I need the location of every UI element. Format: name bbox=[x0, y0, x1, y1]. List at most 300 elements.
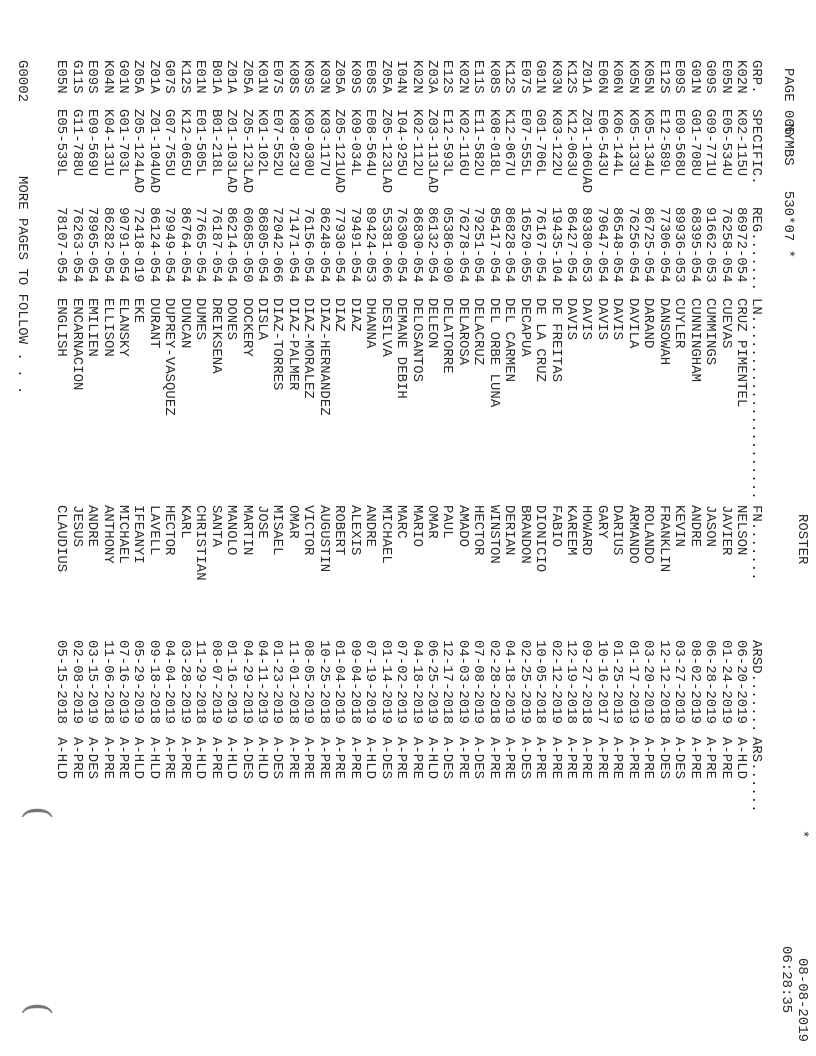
cell-specific: E09-569U bbox=[84, 109, 101, 177]
cell-last-name: DIAZ-HERNANDEZ bbox=[315, 298, 332, 416]
cell-last-name: DEL ORBE LUNA bbox=[485, 298, 502, 408]
cell-specific: K09-030U bbox=[300, 109, 317, 177]
cell-grp: G09S bbox=[702, 60, 719, 94]
cell-specific: K02-116U bbox=[454, 109, 471, 177]
cell-first-name: LAVELL bbox=[145, 505, 162, 556]
cell-last-name: DE LA CRUZ bbox=[532, 298, 549, 383]
cell-arsd: 04-29-2019 bbox=[238, 640, 255, 725]
cell-ars: A-DES bbox=[377, 737, 394, 780]
cell-specific: E01-505L bbox=[192, 109, 209, 177]
cell-specific: G01-708U bbox=[686, 109, 703, 177]
cell-specific: G07-755U bbox=[161, 109, 178, 177]
cell-last-name: ELANSKY bbox=[115, 298, 131, 357]
cell-arsd: 01-17-2019 bbox=[624, 640, 641, 725]
cell-ars: A-HLD bbox=[53, 737, 70, 780]
cell-arsd: 03-20-2019 bbox=[640, 640, 657, 725]
cell-reg: 86548-054 bbox=[609, 207, 626, 283]
cell-specific: K12-067U bbox=[501, 109, 518, 177]
cell-reg: 16520-055 bbox=[516, 207, 533, 283]
cell-specific: K08-023U bbox=[284, 109, 301, 177]
cell-ars: A-PRE bbox=[563, 737, 580, 780]
cell-grp: K04N bbox=[99, 60, 116, 94]
cell-reg: 71471-054 bbox=[284, 207, 301, 283]
cell-arsd: 12-19-2018 bbox=[563, 640, 580, 725]
cell-grp: E05N bbox=[717, 60, 734, 94]
cell-last-name: EKE bbox=[130, 298, 147, 324]
cell-ars: A-HLD bbox=[424, 737, 440, 780]
cell-grp: Z05A bbox=[331, 60, 348, 94]
cell-last-name: DECAPUA bbox=[516, 298, 533, 357]
cell-reg: 60685-050 bbox=[238, 207, 255, 283]
cell-specific: E09-568U bbox=[671, 109, 688, 177]
cell-ars: A-PRE bbox=[593, 737, 610, 780]
cell-first-name: ANDRE bbox=[84, 505, 101, 548]
cell-grp: G01N bbox=[686, 60, 703, 94]
cell-last-name: DHANNA bbox=[362, 298, 379, 349]
cell-grp: K02N bbox=[454, 60, 471, 94]
cell-last-name: DONES bbox=[223, 298, 240, 341]
cell-ars: A-HLD bbox=[223, 737, 240, 780]
cell-arsd: 02-28-2018 bbox=[485, 640, 502, 725]
cell-grp: K02N bbox=[408, 60, 425, 94]
cell-specific: K03-117U bbox=[315, 109, 332, 177]
cell-specific: E07-552U bbox=[269, 109, 286, 177]
cell-last-name: EMILIEN bbox=[84, 298, 101, 357]
cell-arsd: 12-17-2018 bbox=[439, 640, 456, 725]
cell-last-name: DIAZ-TORRES bbox=[269, 298, 286, 391]
cell-first-name: DERIAN bbox=[501, 505, 518, 556]
cell-arsd: 10-25-2018 bbox=[315, 640, 332, 725]
cell-first-name: ANTHONY bbox=[99, 505, 116, 564]
cell-specific: G01-706L bbox=[532, 109, 549, 177]
cell-arsd: 06-20-2019 bbox=[733, 640, 749, 725]
cell-specific: Z05-124LAD bbox=[130, 109, 147, 194]
cell-specific: G09-771U bbox=[702, 109, 719, 177]
cell-specific: E11-582U bbox=[470, 109, 487, 177]
cell-first-name: CLAUDIUS bbox=[53, 505, 70, 573]
cell-reg: 77306-054 bbox=[655, 207, 672, 283]
cell-first-name: DARIUS bbox=[609, 505, 626, 556]
cell-last-name: DELOSANTOS bbox=[408, 298, 425, 383]
cell-first-name: MANOLO bbox=[223, 505, 240, 556]
cell-grp: E07S bbox=[516, 60, 533, 94]
cell-arsd: 11-29-2018 bbox=[192, 640, 209, 725]
cell-ars: A-PRE bbox=[686, 737, 703, 780]
col-ars: ARS...... bbox=[748, 737, 764, 813]
cell-grp: E11S bbox=[470, 60, 487, 94]
cell-first-name: KAREEM bbox=[563, 505, 580, 556]
cell-first-name: MARC bbox=[393, 505, 410, 539]
cell-specific: K02-112U bbox=[408, 109, 425, 177]
cell-ars: A-PRE bbox=[485, 737, 502, 780]
cell-first-name: JOSE bbox=[254, 505, 271, 539]
cell-first-name: MICHAEL bbox=[115, 505, 131, 564]
cell-last-name: CUNNINGHAM bbox=[686, 298, 703, 383]
cell-reg: 79491-054 bbox=[346, 207, 363, 283]
cell-grp: Z05A bbox=[130, 60, 147, 94]
cell-ars: A-DES bbox=[516, 737, 533, 780]
cell-last-name: DAVIS bbox=[578, 298, 595, 341]
cell-grp: E08S bbox=[362, 60, 379, 94]
cell-last-name: DUNCAN bbox=[176, 298, 193, 349]
cell-ars: A-HLD bbox=[733, 737, 749, 780]
cell-last-name: DOCKERY bbox=[238, 298, 255, 357]
cell-last-name: ELLISON bbox=[99, 298, 116, 357]
cell-last-name: CUMMINGS bbox=[702, 298, 719, 366]
cell-first-name: AMADO bbox=[454, 505, 471, 548]
cell-grp: Z03A bbox=[424, 60, 440, 94]
cell-reg: 86282-054 bbox=[99, 207, 116, 283]
cell-reg: 79251-054 bbox=[470, 207, 487, 283]
cell-arsd: 08-02-2019 bbox=[686, 640, 703, 725]
cell-ars: A-DES bbox=[470, 737, 487, 780]
cell-ars: A-PRE bbox=[393, 737, 410, 780]
cell-ars: A-DES bbox=[655, 737, 672, 780]
cell-last-name: ENGLISH bbox=[53, 298, 70, 357]
cell-first-name: FABIO bbox=[547, 505, 564, 548]
cell-reg: 86427-054 bbox=[563, 207, 580, 283]
cell-reg: 72042-066 bbox=[269, 207, 286, 283]
cell-first-name: PAUL bbox=[439, 505, 456, 539]
cell-reg: 05386-090 bbox=[439, 207, 456, 283]
cell-ars: A-PRE bbox=[454, 737, 471, 780]
col-arsd: ARSD....... bbox=[748, 640, 764, 733]
cell-ars: A-PRE bbox=[315, 737, 332, 780]
cell-reg: 79949-054 bbox=[161, 207, 178, 283]
cell-first-name: ALEXIS bbox=[346, 505, 363, 556]
cell-ars: A-HLD bbox=[254, 737, 271, 780]
cell-reg: 89380-053 bbox=[578, 207, 595, 283]
cell-first-name: KEVIN bbox=[671, 505, 688, 548]
cell-last-name: CUYLER bbox=[671, 298, 688, 349]
cell-reg: 76278-054 bbox=[454, 207, 471, 283]
cell-reg: 85417-054 bbox=[485, 207, 502, 283]
cell-last-name: DIAZ bbox=[331, 298, 348, 332]
cell-reg: 86124-054 bbox=[145, 207, 162, 283]
cell-reg: 86830-054 bbox=[408, 207, 425, 283]
cell-reg: 91662-053 bbox=[702, 207, 719, 283]
cell-arsd: 02-12-2019 bbox=[547, 640, 564, 725]
cell-last-name: DIAZ bbox=[346, 298, 363, 332]
cell-arsd: 06-28-2019 bbox=[702, 640, 719, 725]
cell-arsd: 01-23-2019 bbox=[269, 640, 286, 725]
cell-specific: K12-065U bbox=[176, 109, 193, 177]
cell-specific: K05-133U bbox=[624, 109, 641, 177]
cell-grp: K09S bbox=[300, 60, 317, 94]
cell-specific: Z01-104UAD bbox=[145, 109, 162, 194]
cell-grp: K06N bbox=[609, 60, 626, 94]
cell-grp: K08S bbox=[485, 60, 502, 94]
cell-last-name: DURANT bbox=[145, 298, 162, 349]
cell-arsd: 04-11-2019 bbox=[254, 640, 271, 725]
cell-ars: A-HLD bbox=[130, 737, 147, 780]
cell-last-name: DAVILA bbox=[624, 298, 641, 349]
cell-specific: E12-589L bbox=[655, 109, 672, 177]
cell-reg: 86764-054 bbox=[176, 207, 193, 283]
cell-arsd: 01-04-2019 bbox=[331, 640, 348, 725]
cell-grp: E09S bbox=[671, 60, 688, 94]
system-name: NYMBS bbox=[780, 123, 796, 166]
cell-first-name: WINSTON bbox=[485, 505, 502, 564]
cell-first-name: NELSON bbox=[733, 505, 749, 556]
report-title: ROSTER bbox=[794, 514, 810, 565]
cell-arsd: 08-05-2019 bbox=[300, 640, 317, 725]
column-header-row bbox=[748, 60, 764, 813]
cell-ars: A-PRE bbox=[717, 737, 734, 780]
cell-ars: A-PRE bbox=[640, 737, 657, 780]
cell-first-name: CHRISTIAN bbox=[192, 505, 209, 581]
cell-arsd: 08-07-2019 bbox=[207, 640, 224, 725]
cell-reg: 86805-054 bbox=[254, 207, 271, 283]
cell-last-name: DE FREITAS bbox=[547, 298, 564, 383]
cell-arsd: 10-16-2017 bbox=[593, 640, 610, 725]
cell-specific: Z05-121UAD bbox=[331, 109, 348, 194]
cell-ars: A-DES bbox=[269, 737, 286, 780]
report-time: 06:28:35 bbox=[778, 946, 794, 1014]
cell-first-name: HOWARD bbox=[578, 505, 595, 556]
cell-first-name: OMAR bbox=[424, 505, 440, 539]
cell-reg: 55381-066 bbox=[377, 207, 394, 283]
cell-ars: A-PRE bbox=[284, 737, 301, 780]
cell-first-name: MARTIN bbox=[238, 505, 255, 556]
cell-arsd: 12-12-2018 bbox=[655, 640, 672, 725]
cell-specific: G11-788U bbox=[68, 109, 85, 177]
cell-last-name: DISLA bbox=[254, 298, 271, 341]
footer-code: G0002 bbox=[14, 60, 30, 103]
cell-grp: I04N bbox=[393, 60, 410, 94]
cell-last-name: DELATORRE bbox=[439, 298, 456, 374]
cell-specific: K04-131U bbox=[99, 109, 116, 177]
cell-grp: G11S bbox=[68, 60, 85, 94]
cell-ars: A-PRE bbox=[346, 737, 363, 780]
cell-last-name: DIAZ-PALMER bbox=[284, 298, 301, 391]
cell-arsd: 11-06-2018 bbox=[99, 640, 116, 725]
cell-specific: K03-122U bbox=[547, 109, 564, 177]
cell-specific: K06-144L bbox=[609, 109, 626, 177]
cell-grp: E12S bbox=[655, 60, 672, 94]
cell-grp: E12S bbox=[439, 60, 456, 94]
cell-grp: K12S bbox=[176, 60, 193, 94]
cell-first-name: VICTOR bbox=[300, 505, 317, 556]
cell-ars: A-DES bbox=[671, 737, 688, 780]
cell-grp: E01N bbox=[192, 60, 209, 94]
cell-reg: 86972-054 bbox=[733, 207, 749, 283]
cell-reg: 76256-054 bbox=[624, 207, 641, 283]
cell-grp: K01N bbox=[254, 60, 271, 94]
cell-grp: Z05A bbox=[238, 60, 255, 94]
cell-arsd: 10-05-2018 bbox=[532, 640, 549, 725]
cell-grp: K03N bbox=[547, 60, 564, 94]
cell-reg: 79647-054 bbox=[593, 207, 610, 283]
cell-reg: 78107-054 bbox=[53, 207, 70, 283]
report-date: 08-08-2019 bbox=[794, 958, 810, 1043]
cell-reg: 77930-054 bbox=[331, 207, 348, 283]
cell-specific: E12-593L bbox=[439, 109, 456, 177]
cell-last-name: ENCARNACION bbox=[68, 298, 85, 391]
cell-reg: 76300-054 bbox=[393, 207, 410, 283]
cell-reg: 76187-054 bbox=[207, 207, 224, 283]
cell-specific: K01-102L bbox=[254, 109, 271, 177]
cell-ars: A-PRE bbox=[207, 737, 224, 780]
cell-ars: A-PRE bbox=[532, 737, 549, 780]
cell-first-name: BRANDON bbox=[516, 505, 533, 564]
cell-reg: 89424-053 bbox=[362, 207, 379, 283]
cell-arsd: 02-25-2019 bbox=[516, 640, 533, 725]
cell-specific: K02-115U bbox=[733, 109, 749, 177]
cell-ars: A-PRE bbox=[408, 737, 425, 780]
cell-last-name: DREIKSENA bbox=[207, 298, 224, 374]
cell-ars: A-DES bbox=[238, 737, 255, 780]
cell-ars: A-HLD bbox=[362, 737, 379, 780]
cell-first-name: ROBERT bbox=[331, 505, 348, 556]
cell-specific: Z01-106UAD bbox=[578, 109, 595, 194]
cell-last-name: DELACRUZ bbox=[470, 298, 487, 366]
cell-arsd: 09-04-2018 bbox=[346, 640, 363, 725]
cell-specific: I04-925U bbox=[393, 109, 410, 177]
cell-ars: A-PRE bbox=[99, 737, 116, 780]
cell-grp: K12S bbox=[501, 60, 518, 94]
cell-ars: A-PRE bbox=[609, 737, 626, 780]
cell-ars: A-PRE bbox=[331, 737, 348, 780]
cell-ars: A-PRE bbox=[68, 737, 85, 780]
cell-ars: A-PRE bbox=[115, 737, 131, 780]
cell-ars: A-HLD bbox=[145, 737, 162, 780]
cell-first-name: DIONICIO bbox=[532, 505, 549, 573]
cell-reg: 76263-054 bbox=[68, 207, 85, 283]
cell-arsd: 04-18-2019 bbox=[501, 640, 518, 725]
cell-grp: Z01A bbox=[145, 60, 162, 94]
cell-arsd: 09-27-2018 bbox=[578, 640, 595, 725]
star-mark-right: * bbox=[794, 830, 810, 839]
cell-grp: G07S bbox=[161, 60, 178, 94]
cell-first-name: MARIO bbox=[408, 505, 425, 548]
cell-ars: A-PRE bbox=[176, 737, 193, 780]
cell-reg: 86132-054 bbox=[424, 207, 440, 283]
col-grp: GRP. bbox=[748, 60, 764, 94]
cell-specific: E05-534U bbox=[717, 109, 734, 177]
col-reg: REG....... bbox=[748, 207, 764, 292]
cell-last-name: DUMES bbox=[192, 298, 209, 341]
cell-first-name: JASON bbox=[702, 505, 719, 548]
cell-first-name: MISAEL bbox=[269, 505, 286, 556]
cell-specific: K12-063U bbox=[563, 109, 580, 177]
cell-reg: 86214-054 bbox=[223, 207, 240, 283]
cell-specific: Z05-123LAD bbox=[377, 109, 394, 194]
star-mark: * bbox=[780, 249, 796, 259]
cell-reg: 68395-054 bbox=[686, 207, 703, 283]
cell-grp: K02N bbox=[733, 60, 749, 94]
cell-first-name: IFEANYI bbox=[130, 505, 147, 564]
cell-grp: Z05A bbox=[377, 60, 394, 94]
cell-specific: K09-034L bbox=[346, 109, 363, 177]
cell-grp: K05N bbox=[624, 60, 641, 94]
cell-ars: A-DES bbox=[439, 737, 456, 780]
cell-arsd: 04-03-2019 bbox=[454, 640, 471, 725]
cell-last-name: CRUZ PIMENTEL bbox=[733, 298, 749, 408]
cell-last-name: DEMANE DEBIH bbox=[393, 298, 410, 399]
cell-ars: A-PRE bbox=[300, 737, 317, 780]
cell-grp: K08S bbox=[284, 60, 301, 94]
cell-last-name: CUEVAS bbox=[717, 298, 734, 349]
cell-arsd: 11-01-2018 bbox=[284, 640, 301, 725]
cell-arsd: 03-15-2019 bbox=[84, 640, 101, 725]
cell-ars: A-PRE bbox=[702, 737, 719, 780]
cell-specific: B01-218L bbox=[207, 109, 224, 177]
cell-first-name: AUGUSTIN bbox=[315, 505, 332, 573]
cell-last-name: DARAND bbox=[640, 298, 657, 349]
cell-ars: A-PRE bbox=[161, 737, 178, 780]
cell-first-name: FRANKLIN bbox=[655, 505, 672, 573]
cell-grp: G01N bbox=[115, 60, 131, 94]
cell-arsd: 07-16-2019 bbox=[115, 640, 131, 725]
cell-first-name: SANTA bbox=[207, 505, 224, 548]
cell-reg: 77665-054 bbox=[192, 207, 209, 283]
cell-arsd: 01-14-2019 bbox=[377, 640, 394, 725]
col-ln: LN...................... bbox=[748, 298, 764, 500]
cell-specific: G01-703L bbox=[115, 109, 131, 177]
cell-first-name: ARMANDO bbox=[624, 505, 641, 564]
cell-reg: 72418-019 bbox=[130, 207, 147, 283]
cell-reg: 90791-054 bbox=[115, 207, 131, 283]
cell-grp: E07S bbox=[269, 60, 286, 94]
cell-grp: E06N bbox=[593, 60, 610, 94]
cell-reg: 86828-054 bbox=[501, 207, 518, 283]
cell-last-name: DUPREY-VASQUEZ bbox=[161, 298, 178, 416]
cell-first-name: JAVIER bbox=[717, 505, 734, 556]
cell-last-name: DAVIS bbox=[609, 298, 626, 341]
cell-last-name: DELEON bbox=[424, 298, 440, 349]
cell-arsd: 07-19-2019 bbox=[362, 640, 379, 725]
cell-specific: E06-543U bbox=[593, 109, 610, 177]
cell-reg: 19435-104 bbox=[547, 207, 564, 283]
report-code: 530*07 bbox=[780, 190, 796, 242]
cell-arsd: 01-24-2019 bbox=[717, 640, 734, 725]
cell-specific: K05-134U bbox=[640, 109, 657, 177]
cell-arsd: 01-16-2019 bbox=[223, 640, 240, 725]
cell-ars: A-PRE bbox=[501, 737, 518, 780]
cell-reg: 78965-054 bbox=[84, 207, 101, 283]
cell-arsd: 09-18-2018 bbox=[145, 640, 162, 725]
cell-specific: Z01-103LAD bbox=[223, 109, 240, 194]
cell-first-name: ANDRE bbox=[686, 505, 703, 548]
cell-arsd: 04-18-2019 bbox=[408, 640, 425, 725]
cell-last-name: DELAROSA bbox=[454, 298, 471, 366]
cell-first-name: JESUS bbox=[68, 505, 85, 548]
cell-ars: A-PRE bbox=[578, 737, 595, 780]
cell-grp: K09S bbox=[346, 60, 363, 94]
cell-specific: E05-539L bbox=[53, 109, 70, 177]
cell-ars: A-PRE bbox=[547, 737, 564, 780]
cell-last-name: DANSOWAH bbox=[655, 298, 672, 366]
cell-reg: 89936-053 bbox=[671, 207, 688, 283]
cell-reg: 76258-054 bbox=[717, 207, 734, 283]
cell-specific: E07-555L bbox=[516, 109, 533, 177]
cell-arsd: 04-04-2019 bbox=[161, 640, 178, 725]
cell-first-name: HECTOR bbox=[470, 505, 487, 556]
cell-specific: Z03-113LAD bbox=[424, 109, 440, 194]
cell-arsd: 02-08-2019 bbox=[68, 640, 85, 725]
cell-last-name: DEL CARMEN bbox=[501, 298, 518, 383]
cell-grp: G01N bbox=[532, 60, 549, 94]
cell-last-name: DESILVA bbox=[377, 298, 394, 357]
cell-grp: B01A bbox=[207, 60, 224, 94]
cell-ars: A-DES bbox=[84, 737, 101, 780]
scan-mark: ( bbox=[18, 806, 58, 820]
cell-ars: A-HLD bbox=[192, 737, 209, 780]
cell-specific: K08-018L bbox=[485, 109, 502, 177]
cell-first-name: KARL bbox=[176, 505, 193, 539]
col-specific: SPECIFIC. bbox=[748, 109, 764, 185]
